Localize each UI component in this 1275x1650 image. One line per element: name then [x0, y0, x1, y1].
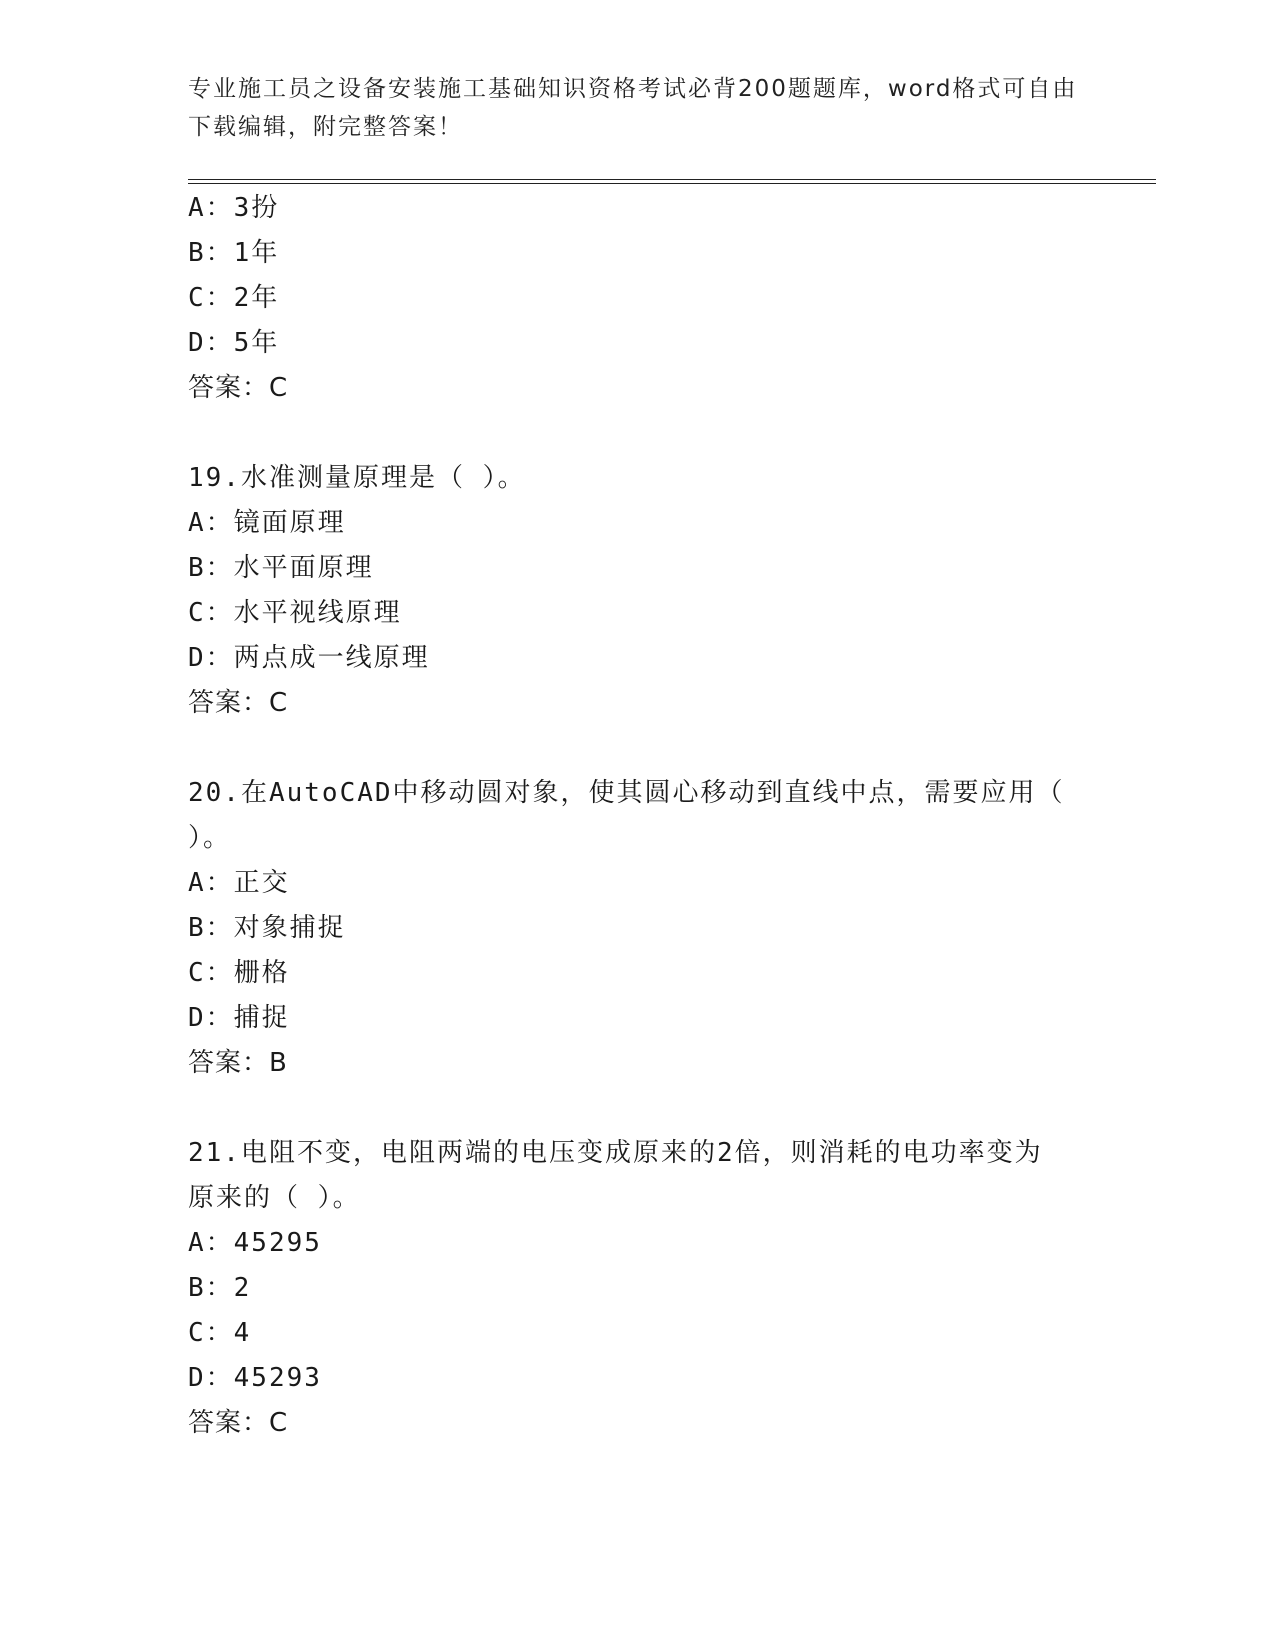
q19-option-c: C：水平视线原理: [188, 598, 402, 628]
q21-answer: 答案：C: [188, 1408, 289, 1438]
q20-stem-line-1: 20.在AutoCAD中移动圆对象，使其圆心移动到直线中点，需要应用（: [188, 778, 1065, 808]
q19-option-b: B：水平面原理: [188, 553, 374, 583]
q21-option-a: A：45295: [188, 1228, 322, 1258]
q21-stem-line-1: 21.电阻不变，电阻两端的电压变成原来的2倍，则消耗的电功率变为: [188, 1138, 1043, 1168]
q19-option-a: A：镜面原理: [188, 508, 346, 538]
q18-option-c: C：2年: [188, 283, 280, 313]
q21-option-d: D：45293: [188, 1363, 322, 1393]
q18-option-a: A：3扮: [188, 193, 280, 223]
header-title-line-1: 专业施工员之设备安装施工基础知识资格考试必背200题题库，word格式可自由: [188, 76, 1078, 102]
q21-option-c: C：4: [188, 1318, 252, 1348]
q20-option-b: B：对象捕捉: [188, 913, 346, 943]
q20-answer: 答案：B: [188, 1048, 288, 1078]
q21-stem-line-2: 原来的（ ）。: [188, 1183, 361, 1213]
q20-stem-line-2: ）。: [188, 823, 232, 853]
q18-option-b: B：1年: [188, 238, 280, 268]
q19-option-d: D：两点成一线原理: [188, 643, 430, 673]
header-divider-bottom: [188, 183, 1156, 184]
q20-option-d: D：捕捉: [188, 1003, 290, 1033]
q18-option-d: D：5年: [188, 328, 280, 358]
document-header: [188, 70, 1088, 146]
q18-answer: 答案：C: [188, 373, 289, 403]
q20-option-a: A：正交: [188, 868, 290, 898]
header-title-line-2: 下载编辑，附完整答案！: [188, 114, 463, 140]
header-divider-top: [188, 179, 1156, 180]
q19-answer: 答案：C: [188, 688, 289, 718]
q19-stem: 19.水准测量原理是（ ）。: [188, 463, 526, 493]
q21-option-b: B：2: [188, 1273, 252, 1303]
q20-option-c: C：栅格: [188, 958, 290, 988]
